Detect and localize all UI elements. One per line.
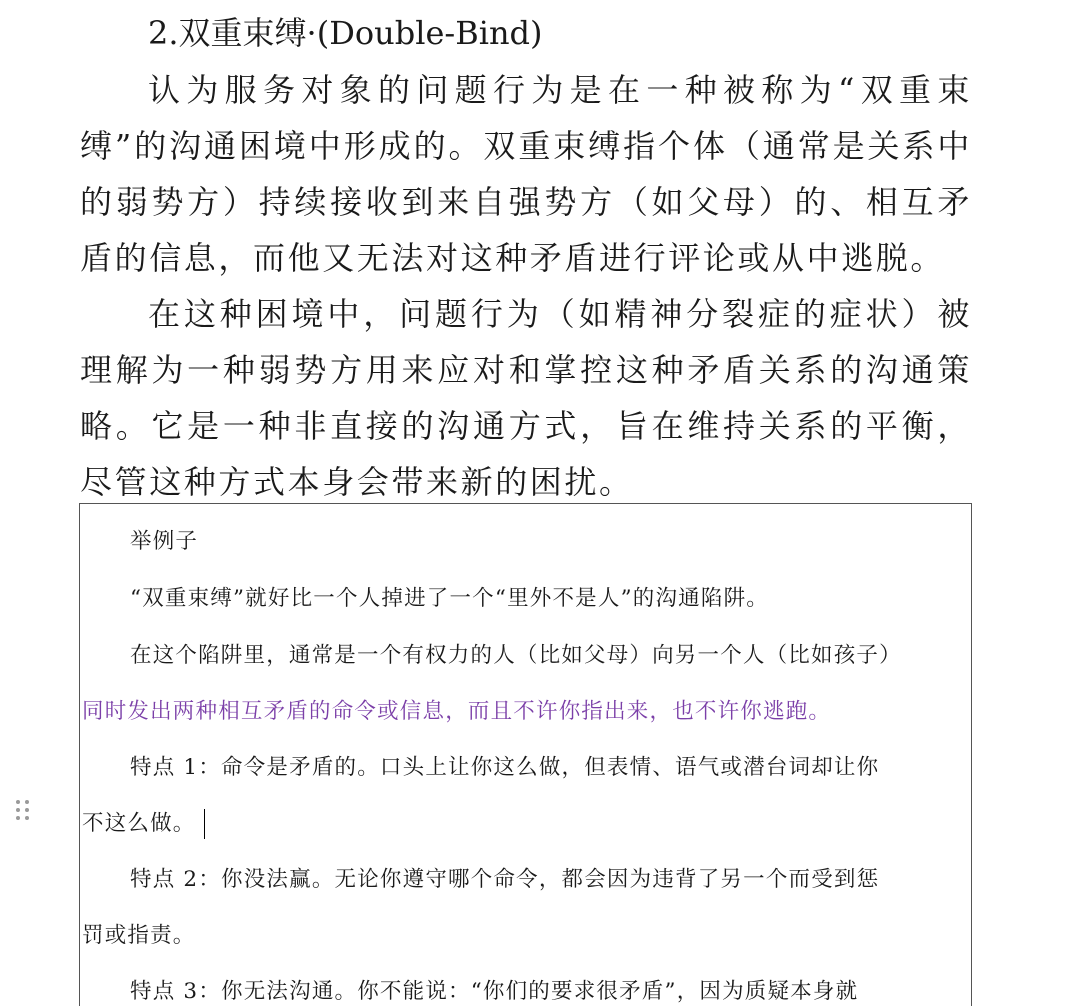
- example-line: 特点 1：命令是矛盾的。口头上让你这么做，但表情、语气或潜台词却让你: [130, 755, 880, 780]
- example-line: 特点 2：你没法赢。无论你遵守哪个命令，都会因为违背了另一个而受到惩: [130, 867, 880, 892]
- drag-handle-icon[interactable]: [16, 800, 30, 822]
- section-heading: 2.双重束缚·(Double-Bind): [148, 14, 543, 52]
- example-line: 特点 3：你无法沟通。你不能说：“你们的要求很矛盾”，因为质疑本身就: [130, 979, 859, 1004]
- text-cursor: [204, 809, 205, 839]
- example-line: “双重束缚”就好比一个人掉进了一个“里外不是人”的沟通陷阱。: [130, 586, 769, 611]
- drag-dot: [25, 816, 29, 820]
- example-line-with-cursor[interactable]: [82, 806, 970, 839]
- example-line-highlighted: 同时发出两种相互矛盾的命令或信息，而且不许你指出来，也不许你逃跑。: [82, 699, 832, 724]
- example-line: 罚或指责。: [82, 923, 196, 948]
- drag-dot: [25, 800, 29, 804]
- example-title: 举例子: [130, 529, 199, 554]
- drag-dot: [25, 808, 29, 812]
- example-box[interactable]: [79, 503, 972, 1006]
- paragraph-explanation: 在这种困境中，问题行为（如精神分裂症的症状）被理解为一种弱势方用来应对和掌控这种矛盾关系的沟通策略。它是一种非直接的沟通方式，旨在维持关系的平衡，尽管这种方式本身会带来新的困扰。: [80, 295, 972, 501]
- example-line-text: 不这么做。: [82, 811, 196, 836]
- drag-dot: [16, 808, 20, 812]
- paragraph-definition: 认为服务对象的问题行为是在一种被称为“双重束缚”的沟通困境中形成的。双重束缚指个体（通常是关系中的弱势方）持续接收到来自强势方（如父母）的、相互矛盾的信息，而他又无法对这种矛盾进行评论或从中逃脱。: [80, 71, 972, 277]
- example-line: 在这个陷阱里，通常是一个有权力的人（比如父母）向另一个人（比如孩子）: [130, 643, 902, 668]
- drag-dot: [16, 800, 20, 804]
- drag-dot: [16, 816, 20, 820]
